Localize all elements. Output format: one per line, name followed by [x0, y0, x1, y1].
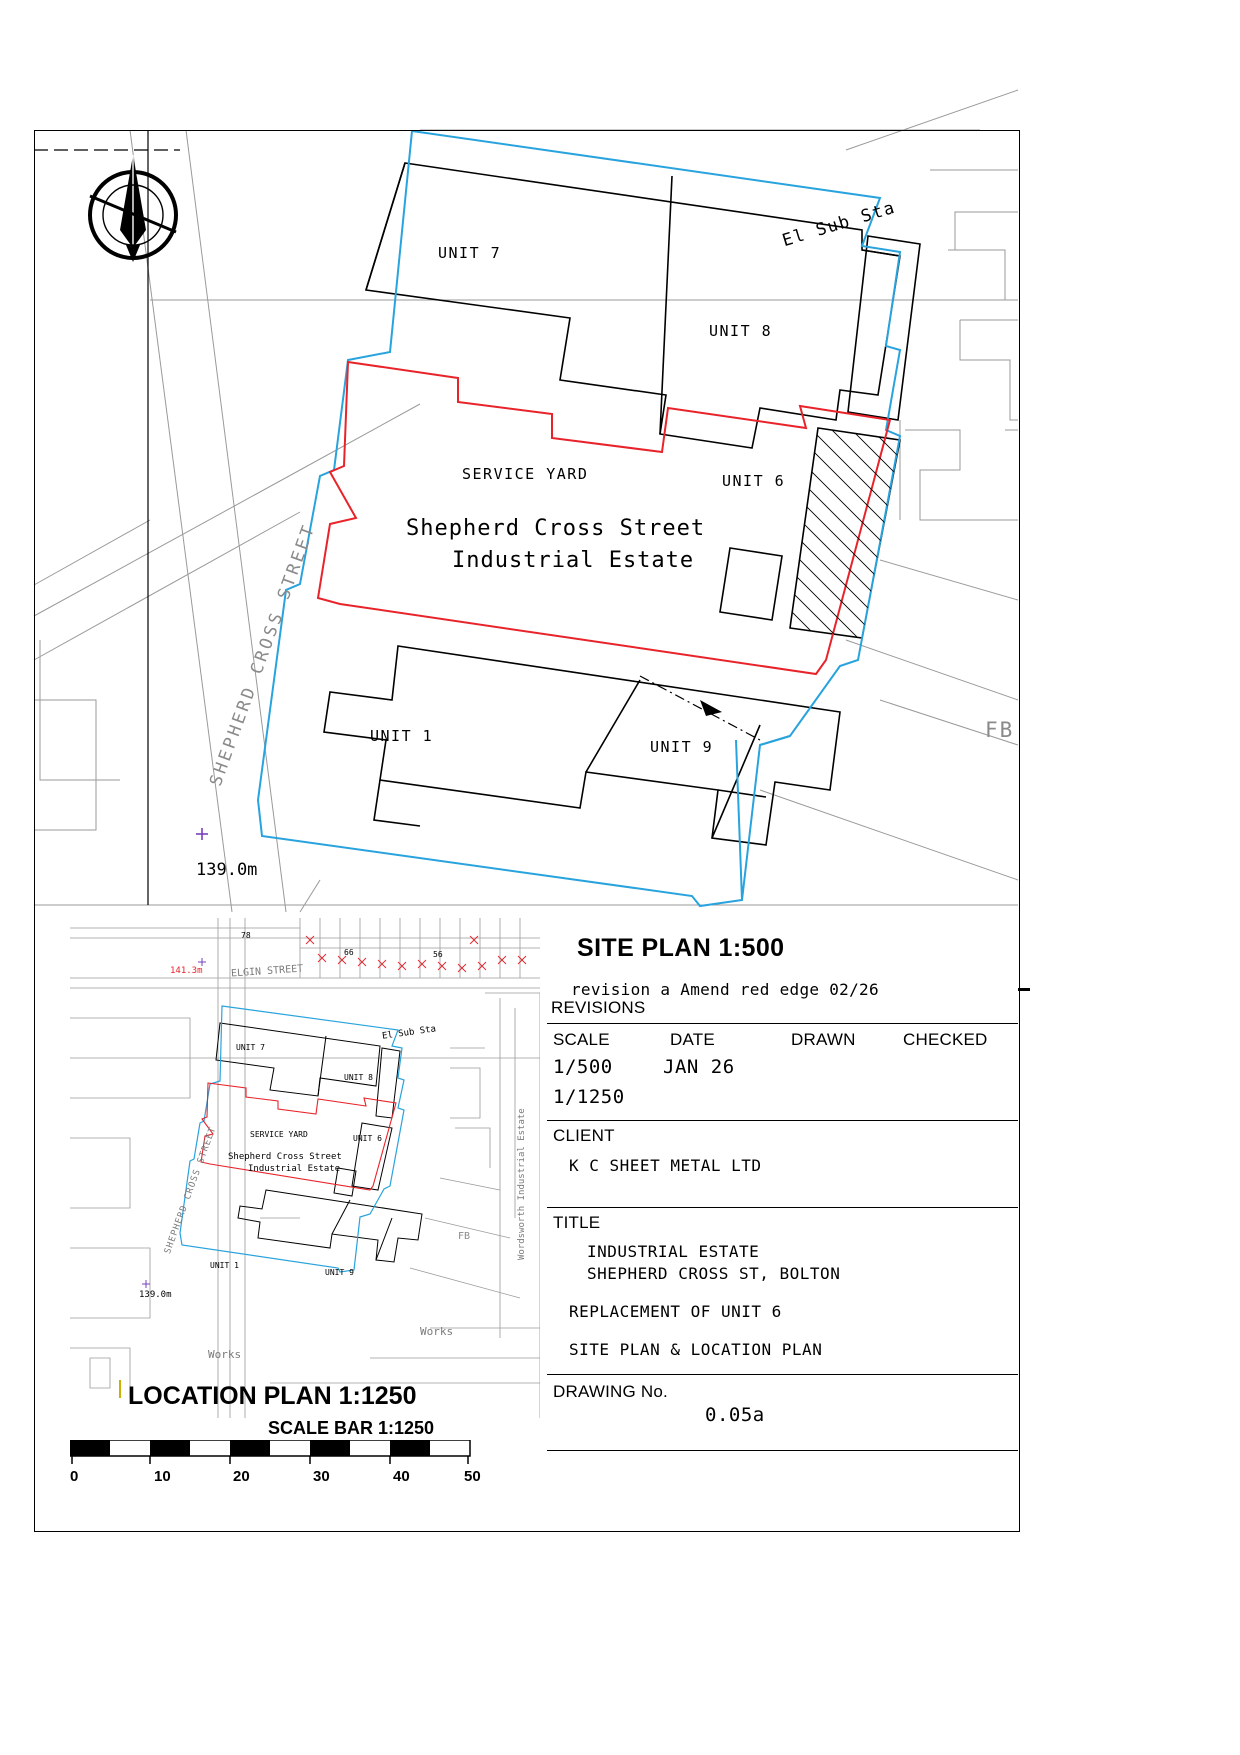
- location-plan-unit-8-label: UNIT 8: [344, 1073, 373, 1082]
- site-plan-spot-level: 139.0m: [196, 860, 258, 880]
- location-plan-street-label-1: ELGIN STREET: [230, 963, 304, 980]
- location-plan-works-label-1: Works: [420, 1325, 454, 1338]
- location-plan-unit-6-label: UNIT 6: [353, 1134, 382, 1143]
- site-plan-unit-7-label: UNIT 7: [438, 244, 502, 262]
- revisions-label: REVISIONS: [551, 998, 646, 1017]
- scale-bar-tick-20: 20: [233, 1468, 250, 1485]
- column-header-drawn: DRAWN: [791, 1030, 856, 1049]
- site-plan-street-label: SHEPHERD CROSS STREET: [206, 520, 320, 789]
- site-plan-service-yard-label: SERVICE YARD: [462, 465, 589, 483]
- scale-value-2: 1/1250: [553, 1086, 625, 1108]
- column-header-date: DATE: [670, 1030, 715, 1049]
- scale-bar-tick-30: 30: [313, 1468, 330, 1485]
- title-line-3: REPLACEMENT OF UNIT 6: [569, 1302, 782, 1321]
- location-plan-service-yard-label: SERVICE YARD: [250, 1130, 308, 1139]
- title-line-2: SHEPHERD CROSS ST, BOLTON: [587, 1264, 841, 1283]
- client-value: K C SHEET METAL LTD: [569, 1156, 762, 1175]
- title-line-1: INDUSTRIAL ESTATE: [587, 1242, 760, 1261]
- location-plan-unit-9-label: UNIT 9: [325, 1268, 354, 1277]
- site-plan-heading: SITE PLAN 1:500: [577, 934, 785, 962]
- revision-note: revision a Amend red edge 02/26: [571, 980, 879, 999]
- location-plan-estate-name-line2: Industrial Estate: [248, 1164, 341, 1174]
- scale-bar-tick-40: 40: [393, 1468, 410, 1485]
- column-header-scale: SCALE: [553, 1030, 610, 1049]
- location-plan-unit-7-label: UNIT 7: [236, 1043, 265, 1052]
- site-plan-unit-8-label: UNIT 8: [709, 322, 773, 340]
- location-plan-unit-1-label: UNIT 1: [210, 1261, 239, 1270]
- location-plan-street-label-2: SHEPHERD CROSS STREET: [163, 1125, 219, 1256]
- site-plan-estate-name-line1: Shepherd Cross Street: [406, 516, 706, 541]
- location-plan-spot-level-bottom: 139.0m: [139, 1290, 172, 1300]
- column-header-checked: CHECKED: [903, 1030, 988, 1049]
- site-plan-unit-1-label: UNIT 1: [370, 727, 434, 745]
- site-plan-el-sub-sta-label: El Sub Sta: [780, 197, 899, 252]
- location-plan-el-sub-sta-label: El Sub Sta: [381, 1024, 437, 1042]
- location-plan-house-number-2: 66: [344, 948, 354, 957]
- location-plan-spot-level-top: 141.3m: [170, 966, 203, 976]
- scale-bar-tick-10: 10: [154, 1468, 171, 1485]
- location-plan-works-label-2: Works: [208, 1348, 242, 1361]
- title-line-4: SITE PLAN & LOCATION PLAN: [569, 1340, 823, 1359]
- drawing-no-label: DRAWING No.: [553, 1382, 668, 1401]
- location-plan-heading: LOCATION PLAN 1:1250: [128, 1382, 417, 1410]
- location-plan-estate-name-line1: Shepherd Cross Street: [228, 1152, 342, 1162]
- location-plan-house-number-3: 56: [433, 950, 443, 959]
- site-plan-fb-label: FB: [985, 718, 1015, 742]
- location-plan-house-number-1: 78: [241, 931, 251, 940]
- site-plan-unit-9-label: UNIT 9: [650, 738, 714, 756]
- sheet-border: [34, 130, 1020, 1532]
- scale-bar-tick-50: 50: [464, 1468, 481, 1485]
- site-plan-estate-name-line2: Industrial Estate: [452, 548, 695, 573]
- client-label: CLIENT: [553, 1126, 615, 1145]
- location-plan-street-label-3: Wordsworth Industrial Estate: [517, 1108, 527, 1260]
- scale-value-1: 1/500: [553, 1056, 613, 1078]
- drawing-no-value: 0.05a: [705, 1404, 765, 1426]
- scale-bar-tick-0: 0: [70, 1468, 79, 1485]
- location-plan-fb-label: FB: [458, 1231, 471, 1242]
- site-plan-unit-6-label: UNIT 6: [722, 472, 786, 490]
- date-value: JAN 26: [663, 1056, 735, 1078]
- title-label: TITLE: [553, 1213, 601, 1232]
- scale-bar-title: SCALE BAR 1:1250: [268, 1418, 435, 1438]
